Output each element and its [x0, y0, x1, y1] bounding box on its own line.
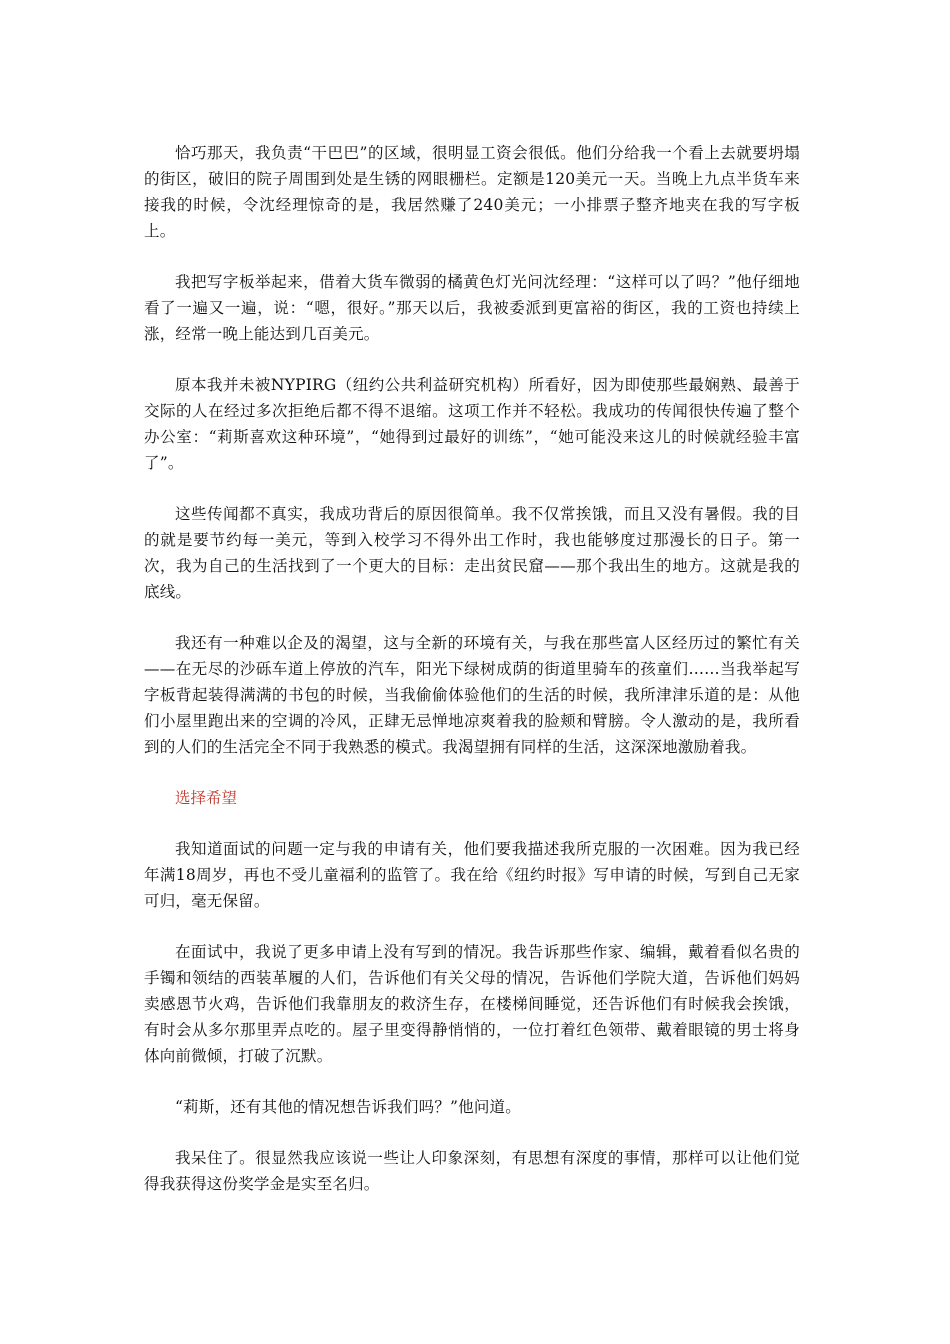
paragraph-8: “莉斯，还有其他的情况想告诉我们吗？”他问道。 — [175, 1098, 521, 1116]
section-heading: 选择希望 — [175, 789, 238, 807]
paragraph-7: 在面试中，我说了更多申请上没有写到的情况。我告诉那些作家、编辑，戴着看似名贵的手镯和领结的西装革履的人们，告诉他们有关父母的情况，告诉他们学院大道，告诉他们妈妈卖感恩节火鸡，告诉他们我靠朋友的救济生存，在楼梯间睡觉，还告诉他们有时候我会挨饿，有时会从多尔那里弄点吃的。屋子里变得静悄悄的，一位打着红色领带、戴着眼镜的男士将身体向前微倾，打破了沉默。 — [144, 943, 800, 1065]
paragraph-5: 我还有一种难以企及的渴望，这与全新的环境有关，与我在那些富人区经历过的繁忙有关——在无尽的沙砾车道上停放的汽车，阳光下绿树成荫的街道里骑车的孩童们……当我举起写字板背起装得满满的书包的时候，当我偷偷体验他们的生活的时候，我所津津乐道的是：从他们小屋里跑出来的空调的冷风，正肆无忌惮地凉爽着我的脸颊和臂膀。令人激动的是，我所看到的人们的生活完全不同于我熟悉的模式。我渴望拥有同样的生活，这深深地激励着我。 — [144, 634, 800, 756]
paragraph-3: 原本我并未被NYPIRG（纽约公共利益研究机构）所看好，因为即使那些最娴熟、最善于交际的人在经过多次拒绝后都不得不退缩。这项工作并不轻松。我成功的传闻很快传遍了整个办公室：“莉斯喜欢这种环境”，“她得到过最好的训练”，“她可能没来这儿的时候就经验丰富了”。 — [144, 376, 800, 472]
paragraph-9: 我呆住了。很显然我应该说一些让人印象深刻，有思想有深度的事情，那样可以让他们觉得我获得这份奖学金是实至名归。 — [144, 1149, 800, 1193]
paragraph-1: 恰巧那天，我负责“干巴巴”的区域，很明显工资会很低。他们分给我一个看上去就要坍塌的街区，破旧的院子周围到处是生锈的网眼栅栏。定额是120美元一天。当晚上九点半货车来接我的时候，令沈经理惊奇的是，我居然赚了240美元；一小排票子整齐地夹在我的写字板上。 — [144, 144, 800, 240]
paragraph-6: 我知道面试的问题一定与我的申请有关，他们要我描述我所克服的一次困难。因为我已经年满18周岁，再也不受儿童福利的监管了。我在给《纽约时报》写申请的时候，写到自己无家可归，毫无保留。 — [144, 840, 800, 910]
paragraph-4: 这些传闻都不真实，我成功背后的原因很简单。我不仅常挨饿，而且又没有暑假。我的目的就是要节约每一美元，等到入校学习不得外出工作时，我也能够度过那漫长的日子。第一次，我为自己的生活找到了一个更大的目标：走出贫民窟——那个我出生的地方。这就是我的底线。 — [144, 505, 800, 601]
document-body — [144, 140, 800, 1222]
paragraph-2: 我把写字板举起来，借着大货车微弱的橘黄色灯光问沈经理：“这样可以了吗？”他仔细地看了一遍又一遍，说：“嗯，很好。”那天以后，我被委派到更富裕的街区，我的工资也持续上涨，经常一晚上能达到几百美元。 — [144, 273, 800, 343]
